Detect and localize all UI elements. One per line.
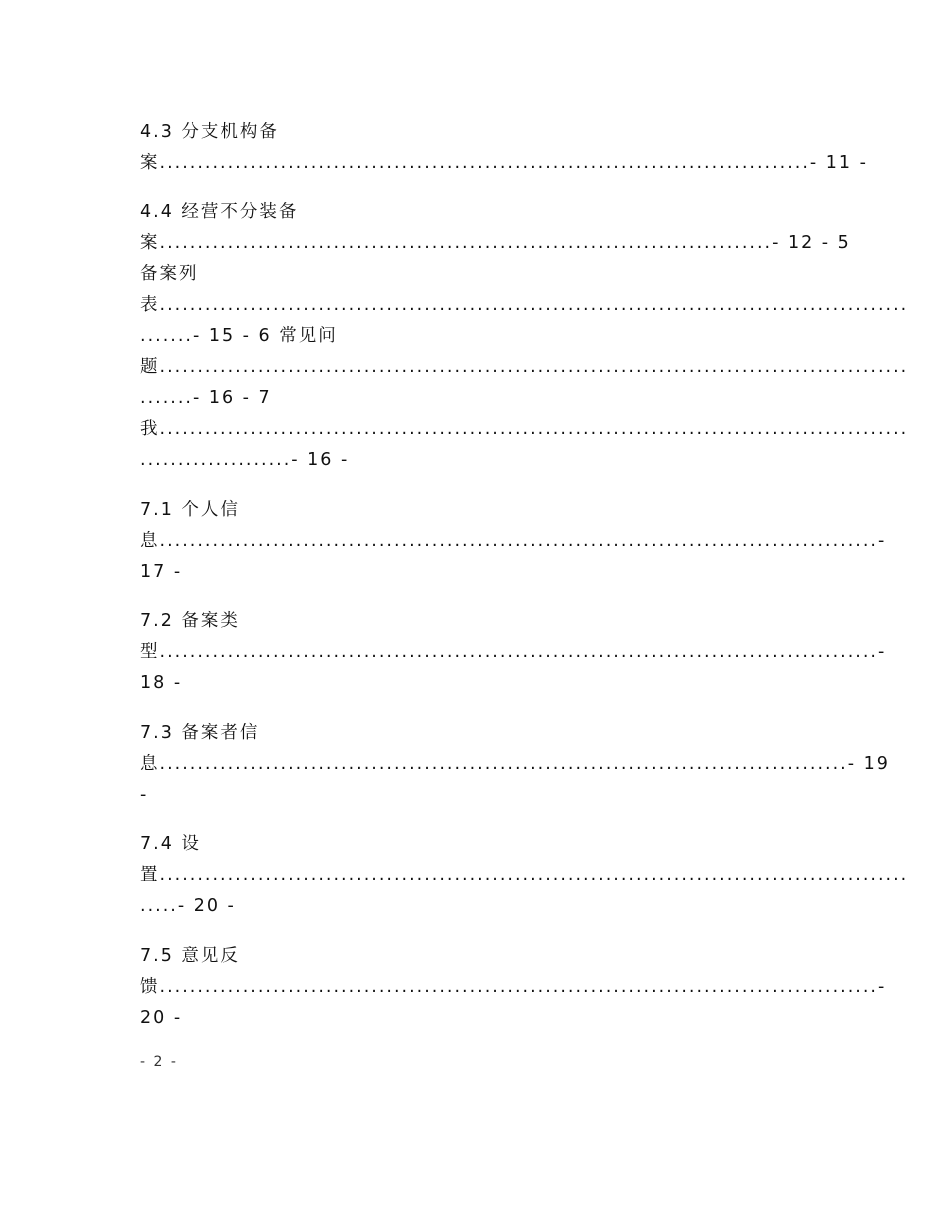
toc-line: 20 -: [140, 1008, 183, 1028]
toc-line: 馈...............................................................................................-: [140, 977, 887, 997]
page-number: - 2 -: [140, 1054, 178, 1070]
toc-line: -: [140, 785, 149, 805]
toc-line: 息...............................................................................................-: [140, 531, 887, 551]
toc-line: .......- 16 - 7: [140, 388, 272, 408]
toc-line: 4.3 分支机构备: [140, 122, 279, 142]
toc-line: 7.2 备案类: [140, 611, 240, 631]
toc-line: ....................- 16 -: [140, 450, 350, 470]
toc-line: 7.1 个人信: [140, 500, 240, 520]
toc-line: 7.5 意见反: [140, 946, 240, 966]
toc-line: 案.................................................................................- 12 - 5: [140, 233, 851, 253]
toc-line: .....- 20 -: [140, 896, 236, 916]
toc-line: 我...................................................................................................: [140, 419, 909, 439]
toc-line: 息...........................................................................................- 19: [140, 754, 890, 774]
toc-line: 4.4 经营不分装备: [140, 202, 299, 222]
toc-line: 置...................................................................................................: [140, 865, 909, 885]
toc-line: 型...............................................................................................-: [140, 642, 887, 662]
toc-line: 备案列: [140, 264, 199, 284]
toc-line: 题...................................................................................................: [140, 357, 909, 377]
toc-line: 表...................................................................................................: [140, 295, 909, 315]
toc-line: .......- 15 - 6 常见问: [140, 326, 338, 346]
toc-line: 17 -: [140, 562, 183, 582]
toc-line: 7.3 备案者信: [140, 723, 260, 743]
toc-line: 案......................................................................................- 11 -: [140, 153, 868, 173]
toc-line: 7.4 设: [140, 834, 201, 854]
toc-line: 18 -: [140, 673, 183, 693]
